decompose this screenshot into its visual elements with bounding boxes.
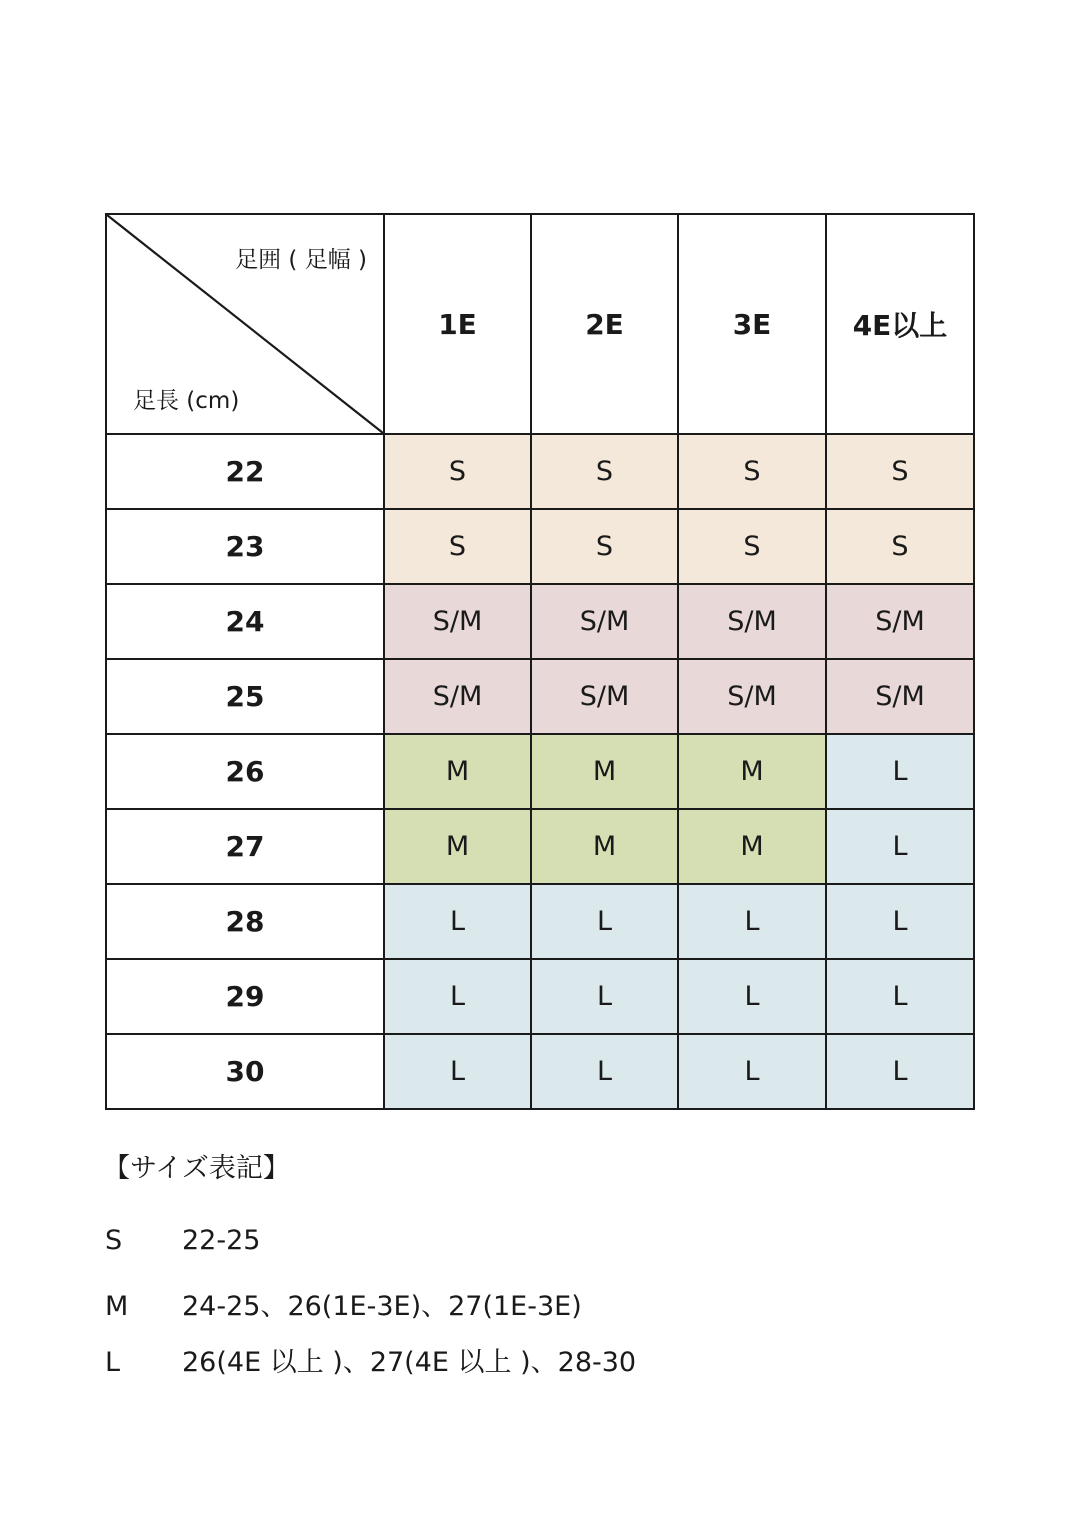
table-row bbox=[106, 809, 974, 884]
size-cell: L bbox=[826, 959, 974, 1034]
size-cell: S bbox=[678, 434, 826, 509]
size-cell: S/M bbox=[678, 584, 826, 659]
size-cell: M bbox=[384, 734, 531, 809]
table-row bbox=[106, 959, 974, 1034]
legend-range: 22-25 bbox=[182, 1225, 261, 1256]
legend-code: L bbox=[105, 1347, 121, 1378]
table-row bbox=[106, 434, 974, 509]
size-cell: S/M bbox=[826, 584, 974, 659]
size-cell: M bbox=[678, 809, 826, 884]
size-cell: L bbox=[678, 1034, 826, 1109]
foot-length-cell: 23 bbox=[106, 509, 384, 584]
size-cell: S bbox=[384, 509, 531, 584]
legend-range: 26(4E 以上 )、27(4E 以上 )、28-30 bbox=[182, 1347, 637, 1378]
size-cell: L bbox=[384, 1034, 531, 1109]
column-header-1e: 1E bbox=[384, 214, 531, 434]
size-cell: S bbox=[531, 434, 678, 509]
size-cell: S/M bbox=[826, 659, 974, 734]
foot-length-label: 足長 (cm) bbox=[133, 388, 240, 414]
size-cell: S/M bbox=[531, 584, 678, 659]
table-header-row bbox=[106, 214, 974, 434]
size-cell: S bbox=[826, 434, 974, 509]
legend-code: M bbox=[105, 1291, 129, 1322]
table-row bbox=[106, 509, 974, 584]
size-cell: S/M bbox=[384, 584, 531, 659]
foot-length-cell: 28 bbox=[106, 884, 384, 959]
size-cell: L bbox=[678, 884, 826, 959]
legend-item-s bbox=[105, 1225, 260, 1256]
corner-header-cell bbox=[106, 214, 384, 434]
table-row bbox=[106, 659, 974, 734]
size-cell: S bbox=[678, 509, 826, 584]
column-header-2e: 2E bbox=[531, 214, 678, 434]
table-row bbox=[106, 1034, 974, 1109]
size-cell: L bbox=[826, 884, 974, 959]
size-cell: L bbox=[531, 1034, 678, 1109]
size-cell: L bbox=[531, 884, 678, 959]
size-cell: L bbox=[826, 1034, 974, 1109]
table-row bbox=[106, 884, 974, 959]
size-cell: L bbox=[384, 959, 531, 1034]
size-cell: M bbox=[678, 734, 826, 809]
size-cell: M bbox=[531, 809, 678, 884]
legend-item-l bbox=[105, 1340, 636, 1379]
foot-length-cell: 22 bbox=[106, 434, 384, 509]
legend-code: S bbox=[105, 1225, 123, 1256]
size-cell: S/M bbox=[678, 659, 826, 734]
size-cell: S bbox=[826, 509, 974, 584]
foot-length-cell: 24 bbox=[106, 584, 384, 659]
size-cell: L bbox=[531, 959, 678, 1034]
size-cell: M bbox=[384, 809, 531, 884]
size-cell: L bbox=[826, 734, 974, 809]
foot-length-cell: 29 bbox=[106, 959, 384, 1034]
foot-length-cell: 26 bbox=[106, 734, 384, 809]
size-cell: S bbox=[384, 434, 531, 509]
foot-length-cell: 25 bbox=[106, 659, 384, 734]
foot-girth-label: 足囲 ( 足幅 ) bbox=[235, 247, 367, 273]
size-cell: L bbox=[826, 809, 974, 884]
size-chart-table bbox=[105, 213, 975, 1110]
size-cell: S bbox=[531, 509, 678, 584]
foot-length-cell: 27 bbox=[106, 809, 384, 884]
legend-range: 24-25、26(1E-3E)、27(1E-3E) bbox=[182, 1291, 582, 1322]
legend-item-m bbox=[105, 1284, 582, 1323]
size-cell: M bbox=[531, 734, 678, 809]
column-header-4e-plus: 4E以上 bbox=[826, 214, 974, 434]
size-cell: S/M bbox=[384, 659, 531, 734]
size-cell: S/M bbox=[531, 659, 678, 734]
table-row bbox=[106, 584, 974, 659]
size-cell: L bbox=[384, 884, 531, 959]
legend-title: 【サイズ表記】 bbox=[103, 1153, 290, 1184]
size-cell: L bbox=[678, 959, 826, 1034]
column-header-3e: 3E bbox=[678, 214, 826, 434]
table-row bbox=[106, 734, 974, 809]
foot-length-cell: 30 bbox=[106, 1034, 384, 1109]
